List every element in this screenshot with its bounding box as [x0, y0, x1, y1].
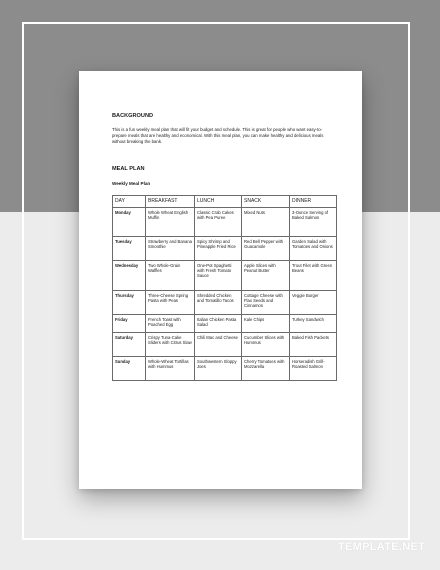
table-row	[113, 207, 337, 236]
table-row	[113, 356, 337, 380]
breakfast-cell: Whole Wheat English Muffin	[146, 207, 195, 236]
dinner-cell: 3-Ounce Serving of Baked Salmon	[290, 207, 337, 236]
lunch-cell: Spicy Shrimp and Pineapple Fried Rice	[195, 236, 242, 260]
snack-cell: Cottage Cheese with Flax Seeds and Cinnamon	[242, 290, 290, 314]
header-breakfast: BREAKFAST	[146, 196, 195, 208]
breakfast-cell: Three-Cheese Spring Pasta with Peas	[146, 290, 195, 314]
intro-paragraph: This is a fun weekly meal plan that will fit your budget and schedule. This is great for people who want easy-to-prepare meals that are healthy and economical. With this meal plan, you can make healthy and delicious meals without breaking the bank.	[112, 127, 324, 144]
document-page	[79, 71, 362, 489]
day-cell: Monday	[113, 207, 146, 236]
day-cell: Friday	[113, 314, 146, 332]
background-heading: BACKGROUND	[112, 113, 154, 119]
table-row	[113, 260, 337, 290]
dinner-cell: Turkey Sandwich	[290, 314, 337, 332]
lunch-cell: Classic Crab Cakes with Pea Puree	[195, 207, 242, 236]
breakfast-cell: French Toast with Poached Egg	[146, 314, 195, 332]
table-row	[113, 290, 337, 314]
day-cell: Tuesday	[113, 236, 146, 260]
meal-plan-table	[112, 195, 337, 381]
day-cell: Wednesday	[113, 260, 146, 290]
breakfast-cell: Whole-Wheat Tortillas with Hummus	[146, 356, 195, 380]
snack-cell: Apple Slices with Peanut Butter	[242, 260, 290, 290]
table-row	[113, 314, 337, 332]
table-row	[113, 332, 337, 356]
breakfast-cell: Strawberry and Banana Smoothie	[146, 236, 195, 260]
lunch-cell: Italian Chicken Pasta Salad	[195, 314, 242, 332]
template-net-watermark: TEMPLATE.NET	[338, 541, 426, 553]
header-day: DAY	[113, 196, 146, 208]
snack-cell: Cherry Tomatoes with Mozzarella	[242, 356, 290, 380]
day-cell: Thursday	[113, 290, 146, 314]
lunch-cell: Shredded Chicken and Tomatillo Tacos	[195, 290, 242, 314]
snack-cell: Kale Chips	[242, 314, 290, 332]
table-title: Weekly Meal Plan	[112, 181, 151, 186]
snack-cell: Cucumber Slices with Hummus	[242, 332, 290, 356]
lunch-cell: One-Pot Spaghetti with Fresh Tomato Sauce	[195, 260, 242, 290]
table-header-row	[113, 196, 337, 208]
dinner-cell: Horseradish Grill-Roasted Salmon	[290, 356, 337, 380]
header-snack: SNACK	[242, 196, 290, 208]
table-row	[113, 236, 337, 260]
snack-cell: Mixed Nuts	[242, 207, 290, 236]
meal-plan-heading: MEAL PLAN	[112, 166, 145, 172]
breakfast-cell: Two Whole-Grain Waffles	[146, 260, 195, 290]
dinner-cell: Garden Salad with Tomatoes and Onions	[290, 236, 337, 260]
header-dinner: DINNER	[290, 196, 337, 208]
dinner-cell: Baked Fish Packets	[290, 332, 337, 356]
day-cell: Sunday	[113, 356, 146, 380]
lunch-cell: Chili Mac and Cheese	[195, 332, 242, 356]
snack-cell: Red Bell Pepper with Guacamole	[242, 236, 290, 260]
dinner-cell: Trout Filet with Green Beans	[290, 260, 337, 290]
header-lunch: LUNCH	[195, 196, 242, 208]
lunch-cell: Southwestern Sloppy Joes	[195, 356, 242, 380]
day-cell: Saturday	[113, 332, 146, 356]
breakfast-cell: Crispy Tuna-Cake Sliders with Citrus Slaw	[146, 332, 195, 356]
dinner-cell: Veggie Burger	[290, 290, 337, 314]
